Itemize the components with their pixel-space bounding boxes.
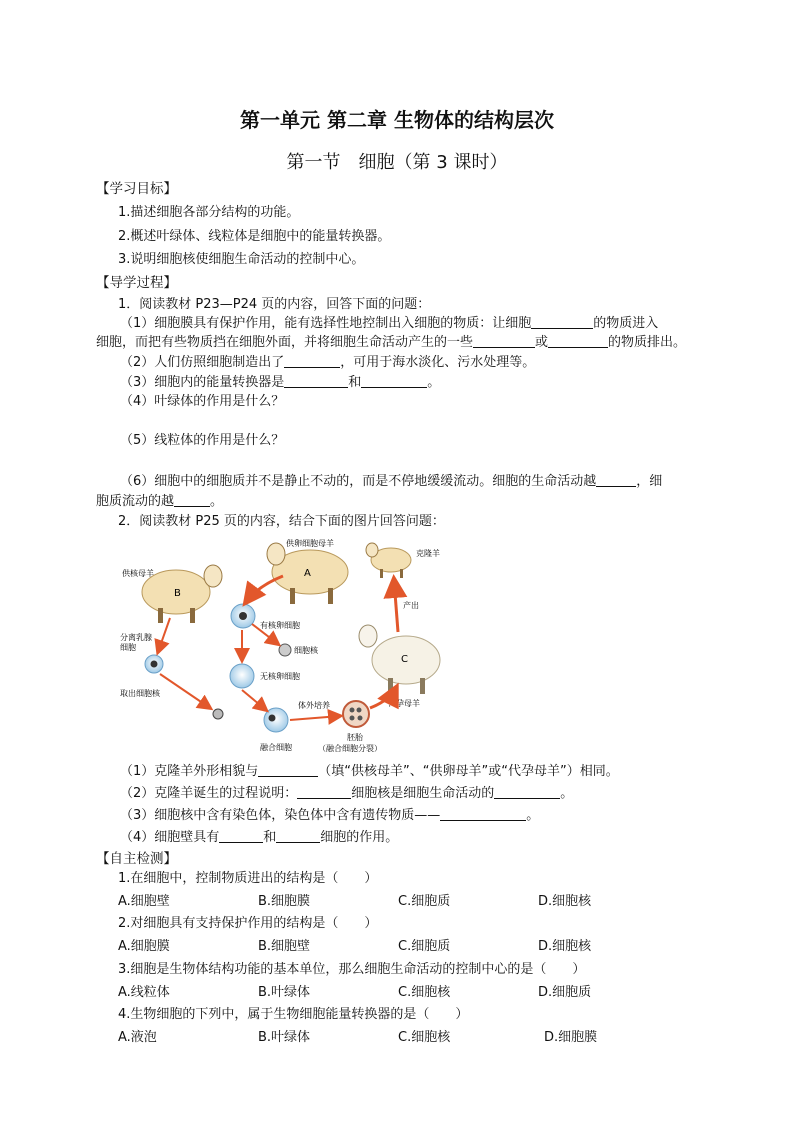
egg-nucleus [239, 612, 247, 620]
r4-text: 和 [263, 830, 277, 845]
answer-blank[interactable] [596, 472, 636, 487]
option-b[interactable]: B.叶绿体 [258, 985, 311, 1000]
label-culture: 体外培养 [298, 701, 330, 710]
label-b: B [174, 588, 181, 599]
answer-blank[interactable] [174, 492, 210, 507]
q1-text: 细胞，而把有些物质挡在细胞外面，并将细胞生命活动产生的一些 [96, 335, 474, 350]
r3-text: （3）细胞核中含有染色体，染色体中含有遗传物质—— [120, 808, 441, 823]
option-a[interactable]: A.液泡 [118, 1030, 157, 1045]
answer-blank[interactable] [284, 353, 340, 368]
q3-text: 。 [427, 375, 441, 390]
arrow [290, 716, 340, 720]
options-row-4 [118, 1029, 688, 1047]
q1-text: 的物质进入 [593, 316, 659, 331]
option-a[interactable]: A.细胞壁 [118, 894, 170, 909]
answer-blank[interactable] [531, 314, 593, 329]
fig-question-1 [120, 762, 619, 781]
label-cell: 细胞 [120, 643, 136, 652]
option-d[interactable]: D.细胞质 [538, 985, 592, 1000]
q6-text: 。 [210, 494, 224, 509]
q6-text: ，细 [636, 474, 663, 489]
goals-heading: 【学习目标】 [96, 181, 177, 197]
answer-blank[interactable] [219, 828, 263, 843]
mammary-nucleus [151, 661, 158, 668]
options-row-2 [118, 938, 678, 956]
chapter-title: 第一单元 第二章 生物体的结构层次 [240, 108, 554, 132]
sheep-c-surrogate [359, 625, 440, 694]
option-b[interactable]: B.叶绿体 [258, 1030, 311, 1045]
label-fused: 融合细胞 [260, 743, 292, 752]
label-nucleated-egg: 有核卵细胞 [260, 621, 300, 630]
goal-item: 1.描述细胞各部分结构的功能。 [118, 205, 300, 220]
option-d[interactable]: D.细胞核 [538, 939, 592, 954]
fig-question-4 [120, 828, 398, 847]
question-5: （5）线粒体的作用是什么？ [120, 433, 285, 448]
arrow [160, 674, 210, 708]
arrow [246, 576, 283, 602]
option-c[interactable]: C.细胞核 [398, 1030, 451, 1045]
check-question-1: 1.在细胞中，控制物质进出的结构是（ ） [118, 871, 378, 886]
check-question-2: 2.对细胞具有支持保护作用的结构是（ ） [118, 916, 378, 931]
q6-text: （6）细胞中的细胞质并不是静止不动的，而是不停地缓缓流动。细胞的生命活动越 [120, 474, 597, 489]
label-c: C [401, 654, 408, 665]
fig-question-3 [120, 806, 539, 825]
q3-text: 和 [348, 375, 362, 390]
option-b[interactable]: B.细胞壁 [258, 939, 311, 954]
label-nucleus-donor: 供核母羊 [122, 569, 154, 578]
option-d[interactable]: D.细胞膜 [544, 1030, 598, 1045]
reading-task-2: 2．阅读教材 P25 页的内容，结合下面的图片回答问题： [118, 514, 445, 529]
question-3 [120, 373, 440, 392]
option-d[interactable]: D.细胞核 [538, 894, 592, 909]
label-nucleus: 细胞核 [294, 646, 318, 655]
answer-blank[interactable] [361, 373, 427, 388]
r3-text: 。 [526, 808, 540, 823]
answer-blank[interactable] [548, 333, 608, 348]
label-separate: 分离乳腺 [120, 633, 152, 642]
question-1-line1 [120, 314, 658, 333]
q1-text: （1）细胞膜具有保护作用，能有选择性地控制出入细胞的物质：让细胞 [120, 316, 532, 331]
r2-text: 细胞核是细胞生命活动的 [351, 786, 495, 801]
answer-blank[interactable] [258, 762, 318, 777]
label-produce: 产出 [403, 601, 419, 610]
question-4: （4）叶绿体的作用是什么？ [120, 394, 285, 409]
embryo [343, 701, 369, 727]
options-row-1 [118, 893, 678, 911]
answer-blank[interactable] [297, 784, 351, 799]
option-c[interactable]: C.细胞质 [398, 939, 451, 954]
r1-text: （填“供核母羊”、“供卵母羊”或“代孕母羊”）相同。 [318, 764, 619, 779]
fused-nucleus [269, 715, 276, 722]
label-embryo-sub: （融合细胞分裂） [318, 744, 382, 753]
check-question-4: 4.生物细胞的下列中，属于生物细胞能量转换器的是（ ） [118, 1007, 469, 1022]
question-6-line1 [120, 472, 662, 491]
label-clone: 克隆羊 [416, 549, 440, 558]
reading-task-1: 1．阅读教材 P23—P24 页的内容，回答下面的问题： [118, 297, 431, 312]
goal-item: 3.说明细胞核使细胞生命活动的控制中心。 [118, 252, 365, 267]
goal-item: 2.概述叶绿体、线粒体是细胞中的能量转换器。 [118, 229, 391, 244]
r2-text: 。 [560, 786, 574, 801]
q2-text: ，可用于海水淡化、污水处理等。 [340, 355, 536, 370]
q1-text: 或 [535, 335, 549, 350]
r2-text: （2）克隆羊诞生的过程说明： [120, 786, 298, 801]
section-title: 第一节 细胞（第 3 课时） [286, 152, 508, 173]
arrow [158, 618, 170, 652]
arrow [242, 690, 266, 710]
option-c[interactable]: C.细胞核 [398, 985, 451, 1000]
answer-blank[interactable] [440, 806, 526, 821]
option-b[interactable]: B.细胞膜 [258, 894, 311, 909]
answer-blank[interactable] [494, 784, 560, 799]
q3-text: （3）细胞内的能量转换器是 [120, 375, 285, 390]
r4-text: 细胞的作用。 [320, 830, 399, 845]
label-a: A [304, 568, 311, 579]
check-heading: 【自主检测】 [96, 851, 177, 867]
q2-text: （2）人们仿照细胞制造出了 [120, 355, 285, 370]
question-6-line2 [96, 492, 223, 511]
r1-text: （1）克隆羊外形相貌与 [120, 764, 259, 779]
label-egg-donor: 供卵细胞母羊 [286, 539, 334, 548]
cloning-diagram [118, 532, 458, 757]
enucleated-egg-cell [230, 664, 254, 688]
option-c[interactable]: C.细胞质 [398, 894, 451, 909]
label-extract: 取出细胞核 [120, 689, 160, 698]
fused-cell [264, 708, 288, 732]
option-a[interactable]: A.线粒体 [118, 985, 170, 1000]
question-2 [120, 353, 535, 372]
answer-blank[interactable] [284, 373, 348, 388]
label-enucleated-egg: 无核卵细胞 [260, 672, 300, 681]
label-surrogate: 代孕母羊 [388, 699, 420, 708]
check-question-3: 3.细胞是生物体结构功能的基本单位，那么细胞生命活动的控制中心的是（ ） [118, 962, 586, 977]
label-embryo: 胚胎 [347, 733, 363, 742]
sheep-b-nucleus-donor [142, 565, 222, 623]
removed-nucleus [279, 644, 291, 656]
question-1-line2 [96, 333, 686, 352]
answer-blank[interactable] [473, 333, 535, 348]
answer-blank[interactable] [276, 828, 320, 843]
extracted-nucleus [213, 709, 223, 719]
options-row-3 [118, 984, 678, 1002]
clone-sheep [366, 543, 411, 578]
fig-question-2 [120, 784, 573, 803]
process-heading: 【导学过程】 [96, 275, 177, 291]
arrow [394, 580, 398, 632]
option-a[interactable]: A.细胞膜 [118, 939, 170, 954]
q1-text: 的物质排出。 [608, 335, 687, 350]
r4-text: （4）细胞壁具有 [120, 830, 220, 845]
q6-text: 胞质流动的越 [96, 494, 175, 509]
